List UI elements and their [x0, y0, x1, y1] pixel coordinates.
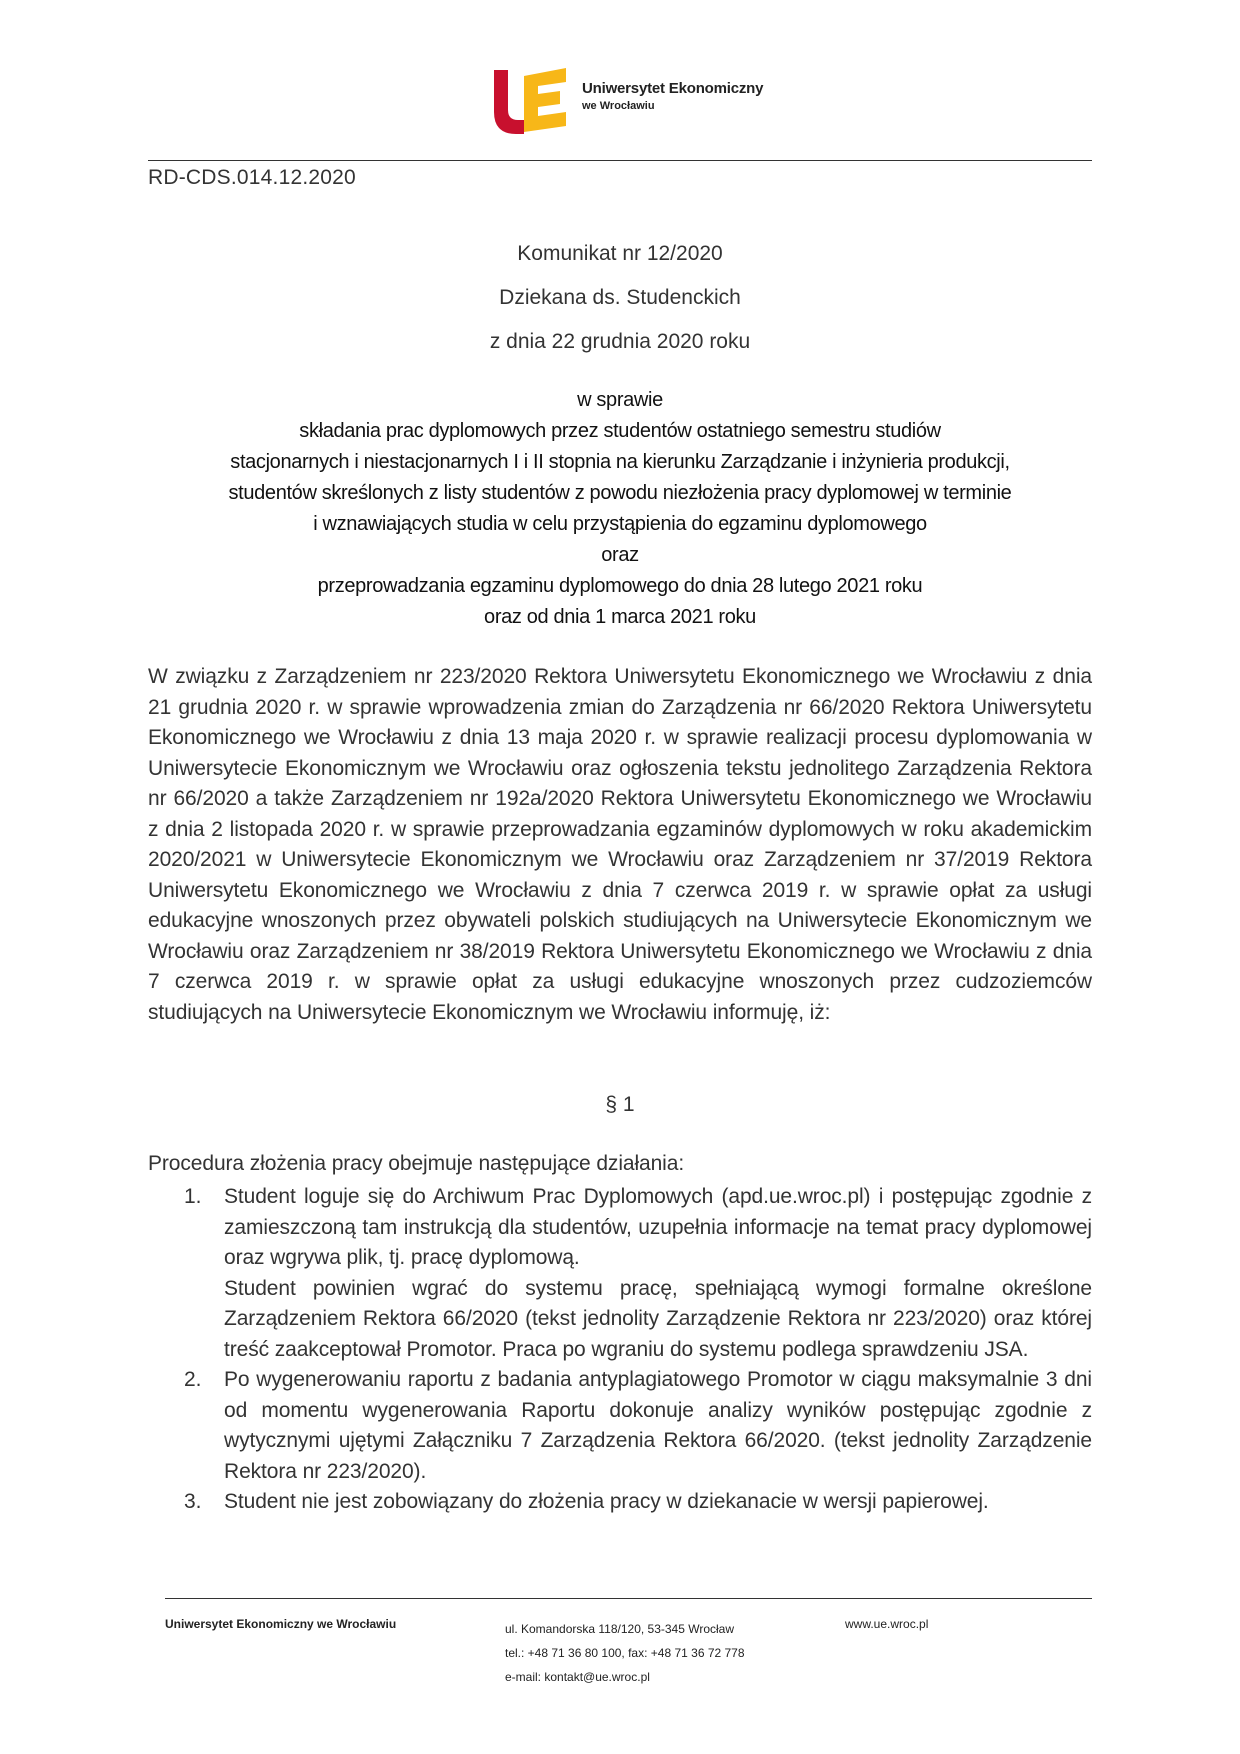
announcement-heading: [148, 232, 1092, 364]
footer-organization: Uniwersytet Ekonomiczny we Wrocławiu: [165, 1617, 397, 1631]
list-item-text: Student loguje się do Archiwum Prac Dyplomowych (apd.ue.wroc.pl) i postępując zgodnie z zamieszczoną tam instrukcją dla studentów, uzupełnia informacje na temat pracy dyplomowej oraz wgrywa plik, tj. pracę dyplomową.: [224, 1185, 1092, 1269]
subject-line: stacjonarnych i niestacjonarnych I i II stopnia na kierunku Zarządzanie i inżynieria produkcji,: [230, 451, 1010, 473]
footer-phone: tel.: +48 71 36 80 100, fax: +48 71 36 72 778: [505, 1646, 745, 1660]
subject-line: i wznawiających studia w celu przystąpienia do egzaminu dyplomowego: [313, 513, 927, 535]
footer-email: e-mail: kontakt@ue.wroc.pl: [505, 1670, 650, 1684]
subject-line: składania prac dyplomowych przez studentów ostatniego semestru studiów: [299, 420, 941, 442]
list-item: [148, 1182, 1092, 1365]
section-number: § 1: [605, 1093, 635, 1116]
footer-address: ul. Komandorska 118/120, 53-345 Wrocław: [505, 1622, 735, 1636]
university-logo: [490, 66, 790, 138]
list-item-number: 1.: [184, 1185, 202, 1208]
list-item-number: 3.: [184, 1490, 202, 1513]
procedure-list: [148, 1182, 1092, 1518]
announcement-issuer: Dziekana ds. Studenckich: [499, 286, 741, 309]
ue-logo-icon: [490, 66, 568, 136]
footer-contact: [505, 1617, 745, 1689]
procedure-intro: Procedura złożenia pracy obejmuje następujące działania:: [148, 1152, 685, 1175]
header-divider: [148, 160, 1092, 161]
announcement-date: z dnia 22 grudnia 2020 roku: [489, 330, 751, 353]
subject-line: oraz: [601, 544, 639, 566]
list-item-number: 2.: [184, 1368, 202, 1391]
list-item-note: Student powinien wgrać do systemu pracę, spełniającą wymogi formalne określone Zarządzeniem Rektora 66/2020 (tekst jednolity Zarządzenie Rektora nr 223/2020) oraz której treść zaakceptował Promotor. Praca po wgraniu do systemu podlega sprawdzeniu JSA.: [224, 1276, 1092, 1361]
intro-paragraph: W związku z Zarządzeniem nr 223/2020 Rektora Uniwersytetu Ekonomicznego we Wrocławiu z dnia 21 grudnia 2020 r. w sprawie wprowadzenia zmian do Zarządzenia nr 66/2020 Rektora Uniwersytetu Ekonomicznego we Wrocławiu z dnia 13 maja 2020 r. w sprawie realizacji procesu dyplomowania w Uniwersytecie Ekonomicznym we Wrocławiu oraz ogłoszenia tekstu jednolitego Zarządzenia Rektora nr 66/2020 a także Zarządzeniem nr 192a/2020 Rektora Uniwersytetu Ekonomicznego we Wrocławiu z dnia 2 listopada 2020 r. w sprawie przeprowadzania egzaminów dyplomowych w roku akademickim 2020/2021 w Uniwersytecie Ekonomicznym we Wrocławiu oraz Zarządzeniem nr 37/2019 Rektora Uniwersytetu Ekonomicznego we Wrocławiu z dnia 7 czerwca 2019 r. w sprawie opłat za usługi edukacyjne wnoszonych przez obywateli polskich studiujących na Uniwersytecie Ekonomicznym we Wrocławiu oraz Zarządzeniem nr 38/2019 Rektora Uniwersytetu Ekonomicznego we Wrocławiu z dnia 7 czerwca 2019 r. w sprawie opłat za usługi edukacyjne wnoszonych przez cudzoziemców studiujących na Uniwersytecie Ekonomicznym we Wrocławiu informuję, iż:: [148, 665, 1092, 1024]
logo-subtitle: we Wrocławiu: [582, 100, 655, 113]
list-item-text: Po wygenerowaniu raportu z badania antyplagiatowego Promotor w ciągu maksymalnie 3 dni od momentu wygenerowania Raportu dokonuje analizy wyników postępując zgodnie z wytycznymi ujętymi Załączniku 7 Zarządzenia Rektora 66/2020. (tekst jednolity Zarządzenie Rektora nr 223/2020).: [224, 1368, 1092, 1483]
subject-line: przeprowadzania egzaminu dyplomowego do dnia 28 lutego 2021 roku: [317, 575, 923, 597]
document-reference: RD-CDS.014.12.2020: [148, 166, 356, 189]
list-item: [148, 1365, 1092, 1487]
subject-line: oraz od dnia 1 marca 2021 roku: [484, 606, 756, 628]
subject-line: studentów skreślonych z listy studentów z powodu niezłożenia pracy dyplomowej w terminie: [228, 482, 1012, 504]
list-item-text: Student nie jest zobowiązany do złożenia pracy w dziekanacie w wersji papierowej.: [224, 1490, 989, 1513]
announcement-number: Komunikat nr 12/2020: [517, 242, 723, 265]
announcement-subject: [148, 385, 1092, 633]
subject-line: w sprawie: [577, 389, 663, 411]
footer-website: www.ue.wroc.pl: [845, 1617, 929, 1631]
logo-title: Uniwersytet Ekonomiczny: [582, 80, 764, 97]
list-item: [148, 1487, 1092, 1518]
footer-divider: [165, 1598, 1092, 1599]
